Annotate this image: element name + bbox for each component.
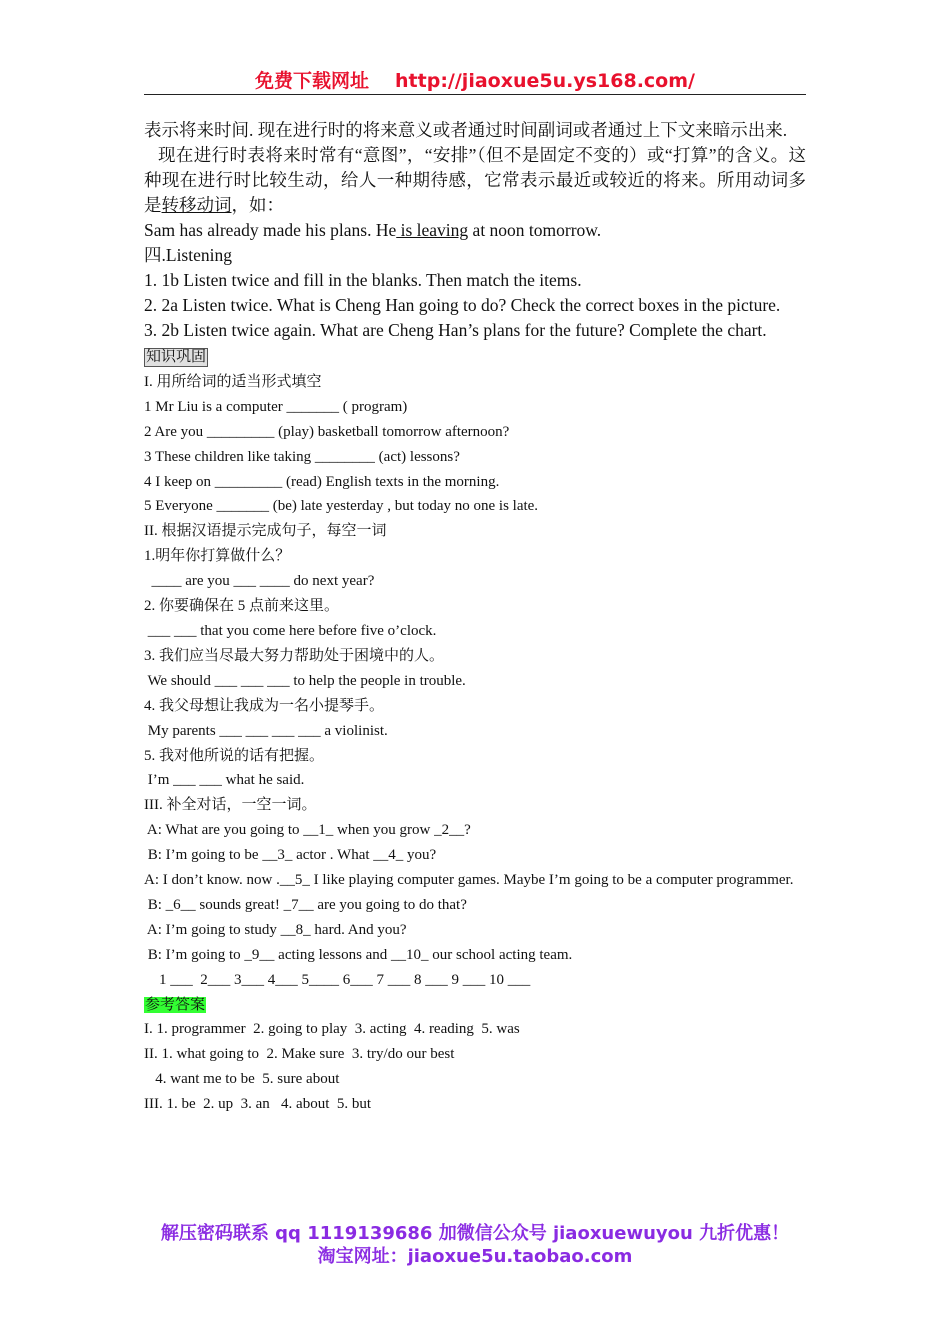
- answer-line: I. 1. programmer 2. going to play 3. acting 4. reading 5. was: [144, 1021, 520, 1038]
- exercise-line: 5 Everyone _______ (be) late yesterday , but today no one is late.: [144, 498, 539, 515]
- underlined-term: 转移动词: [161, 195, 232, 215]
- page-header: [144, 66, 806, 93]
- header-label: 免费下载网址: [255, 70, 370, 92]
- example-underlined: is leaving: [396, 220, 469, 240]
- part3-heading: III. 补全对话，一空一词。: [144, 797, 317, 814]
- listening-heading: 四.Listening: [144, 245, 232, 265]
- dialogue-line: A: What are you going to __1_ when you grow _2__?: [144, 822, 471, 839]
- document-body: [144, 118, 806, 1117]
- footer-contact: 解压密码联系 qq 1119139686 加微信公众号 jiaoxuewuyou 九折优惠！: [160, 1223, 790, 1244]
- dialogue-line: B: I’m going to _9__ acting lessons and __10_ our school acting team.: [144, 946, 573, 963]
- prompt-english: We should ___ ___ ___ to help the people in trouble.: [144, 672, 466, 689]
- exercise-line: 2 Are you _________ (play) basketball tomorrow afternoon?: [144, 423, 510, 440]
- exercise-line: 3 These children like taking ________ (act) lessons?: [144, 448, 460, 465]
- dialogue-line: A: I’m going to study __8_ hard. And you?: [144, 921, 407, 938]
- answers-title: 参考答案: [145, 996, 206, 1013]
- prompt-chinese: 5. 我对他所说的话有把握。: [144, 747, 325, 764]
- intro-paragraph-1: 表示将来时间. 现在进行时的将来意义或者通过时间副词或者通过上下文来暗示出来.: [144, 120, 788, 140]
- consolidation-title-row: [144, 345, 806, 370]
- prompt-english: My parents ___ ___ ___ ___ a violinist.: [144, 722, 388, 739]
- answer-line: II. 1. what going to 2. Make sure 3. try/do our best: [144, 1046, 455, 1063]
- exercise-line: 1 Mr Liu is a computer _______ ( program): [144, 398, 408, 415]
- intro-text-end: ，如：: [231, 195, 284, 215]
- listening-item: 3. 2b Listen twice again. What are Cheng Han’s plans for the future? Complete the chart.: [144, 320, 767, 340]
- answer-line: 4. want me to be 5. sure about: [144, 1071, 340, 1088]
- intro-text: 现在进行时表将来时常有“意图”，“安排”（但不是固定不变的）或“打算”的含义。这种现在进行时比较生动，给人一种期待感，它常表示最近或较近的将来。所用动词多是: [144, 145, 806, 215]
- listening-item: 1. 1b Listen twice and fill in the blanks. Then match the items.: [144, 270, 582, 290]
- answer-line: III. 1. be 2. up 3. an 4. about 5. but: [144, 1096, 372, 1113]
- intro-paragraph-2: [144, 143, 806, 218]
- part1-heading: I. 用所给词的适当形式填空: [144, 373, 322, 390]
- answer-blanks-line: 1 ___ 2___ 3___ 4___ 5____ 6___ 7 ___ 8 ___ 9 ___ 10 ___: [144, 971, 531, 988]
- prompt-english: I’m ___ ___ what he said.: [144, 772, 305, 789]
- dialogue-line: B: _6__ sounds great! _7__ are you going to do that?: [144, 896, 467, 913]
- dialogue-line: B: I’m going to be __3_ actor . What __4_ you?: [144, 847, 437, 864]
- example-text: Sam has already made his plans. He: [144, 220, 397, 240]
- answers-title-row: [144, 993, 806, 1018]
- listening-item: 2. 2a Listen twice. What is Cheng Han going to do? Check the correct boxes in the picture.: [144, 295, 781, 315]
- header-url-link[interactable]: http://jiaoxue5u.ys168.com/: [395, 70, 695, 92]
- prompt-chinese: 2. 你要确保在 5 点前来这里。: [144, 598, 340, 615]
- example-text-end: at noon tomorrow.: [468, 220, 602, 240]
- prompt-chinese: 1.明年你打算做什么？: [144, 548, 291, 565]
- intro-example: [144, 218, 806, 243]
- footer-taobao-link[interactable]: 淘宝网址：jiaoxue5u.taobao.com: [317, 1246, 633, 1267]
- prompt-english: ____ are you ___ ____ do next year?: [144, 573, 375, 590]
- prompt-english: ___ ___ that you come here before five o’clock.: [144, 622, 437, 639]
- header-rule: [144, 94, 806, 95]
- part2-heading: II. 根据汉语提示完成句子，每空一词: [144, 523, 387, 540]
- dialogue-line: A: I don’t know. now .__5_ I like playing computer games. Maybe I’m going to be a computer programmer.: [144, 872, 794, 889]
- prompt-chinese: 4. 我父母想让我成为一名小提琴手。: [144, 697, 385, 714]
- prompt-chinese: 3. 我们应当尽最大努力帮助处于困境中的人。: [144, 647, 445, 664]
- exercise-line: 4 I keep on _________ (read) English texts in the morning.: [144, 473, 500, 490]
- consolidation-title: 知识巩固: [146, 349, 207, 365]
